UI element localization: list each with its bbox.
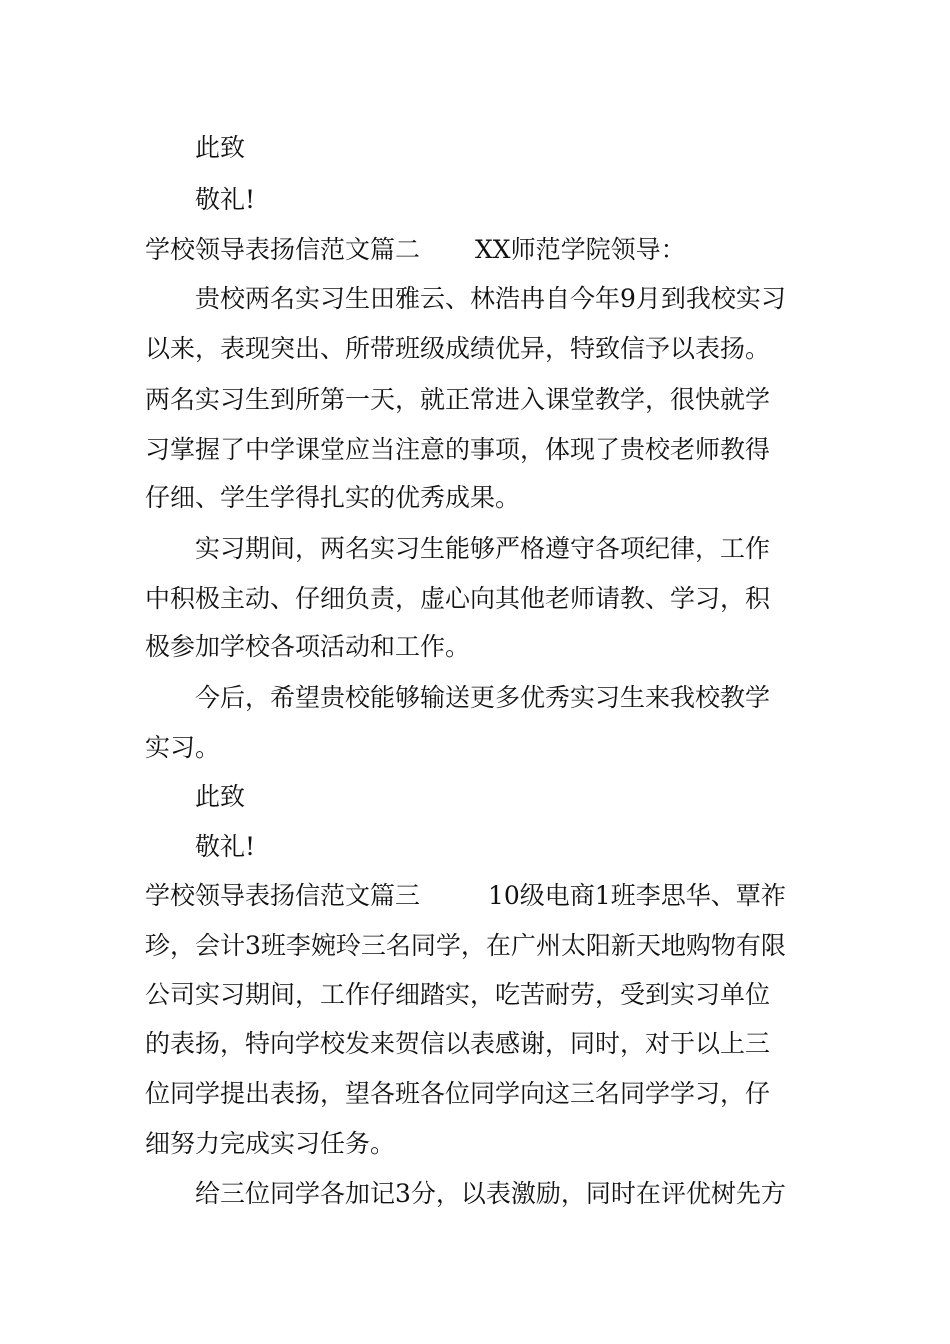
text-line: 敬礼! bbox=[195, 832, 256, 861]
paragraph-line bbox=[0, 728, 950, 768]
text-line: 以来，表现突出、所带班级成绩优异，特致信予以表扬。 bbox=[145, 334, 771, 363]
text-line: 此致 bbox=[195, 133, 246, 162]
paragraph-line bbox=[0, 1174, 950, 1214]
text-line: 中积极主动、仔细负责，虚心向其他老师请教、学习，积 bbox=[145, 584, 771, 613]
text-line: 位同学提出表扬，望各班各位同学向这三名同学学习，仔 bbox=[145, 1079, 771, 1108]
section-title-2: 学校领导表扬信范文篇二 bbox=[145, 235, 421, 264]
paragraph-line bbox=[0, 678, 950, 718]
text-line: 细努力完成实习任务。 bbox=[145, 1129, 396, 1158]
paragraph-line bbox=[0, 1124, 950, 1164]
text-line: 仔细、学生学得扎实的优秀成果。 bbox=[145, 483, 521, 512]
closing-regards-2 bbox=[0, 827, 950, 867]
text-line: 的表扬，特向学校发来贺信以表感谢，同时，对于以上三 bbox=[145, 1029, 771, 1058]
text-line: 公司实习期间，工作仔细踏实，吃苦耐劳，受到实习单位 bbox=[145, 980, 771, 1009]
closing-regards-1 bbox=[0, 180, 950, 220]
paragraph-line bbox=[0, 1074, 950, 1114]
paragraph-line bbox=[0, 579, 950, 619]
closing-salutation-2 bbox=[0, 777, 950, 817]
paragraph-start: 10级电商1班李思华、覃祚 bbox=[488, 881, 786, 910]
paragraph-line bbox=[0, 329, 950, 369]
text-line: 敬礼! bbox=[195, 185, 256, 214]
paragraph-line bbox=[0, 1024, 950, 1064]
section-heading-3 bbox=[0, 876, 950, 916]
text-line: 给三位同学各加记3分，以表激励，同时在评优树先方 bbox=[195, 1179, 786, 1208]
closing-salutation-1 bbox=[0, 128, 950, 168]
text-line: 珍，会计3班李婉玲三名同学，在广州太阳新天地购物有限 bbox=[145, 931, 786, 960]
paragraph-line bbox=[0, 627, 950, 667]
text-line: 实习期间，两名实习生能够严格遵守各项纪律，工作 bbox=[195, 534, 771, 563]
paragraph-line bbox=[0, 380, 950, 420]
text-line: 实习。 bbox=[145, 733, 221, 762]
paragraph-line bbox=[0, 430, 950, 470]
text-line: 贵校两名实习生田雅云、林浩冉自今年9月到我校实习 bbox=[195, 284, 786, 313]
text-line: 两名实习生到所第一天，就正常进入课堂教学，很快就学 bbox=[145, 385, 771, 414]
paragraph-line bbox=[0, 279, 950, 319]
letter-addressee: XX师范学院领导： bbox=[475, 235, 686, 264]
paragraph-line bbox=[0, 975, 950, 1015]
paragraph-line bbox=[0, 926, 950, 966]
text-line: 习掌握了中学课堂应当注意的事项，体现了贵校老师教得 bbox=[145, 435, 771, 464]
text-line: 极参加学校各项活动和工作。 bbox=[145, 632, 471, 661]
paragraph-line bbox=[0, 478, 950, 518]
paragraph-line bbox=[0, 529, 950, 569]
section-heading-2 bbox=[0, 230, 950, 270]
section-title-3: 学校领导表扬信范文篇三 bbox=[145, 881, 421, 910]
text-line: 此致 bbox=[195, 782, 246, 811]
text-line: 今后，希望贵校能够输送更多优秀实习生来我校教学 bbox=[195, 683, 771, 712]
